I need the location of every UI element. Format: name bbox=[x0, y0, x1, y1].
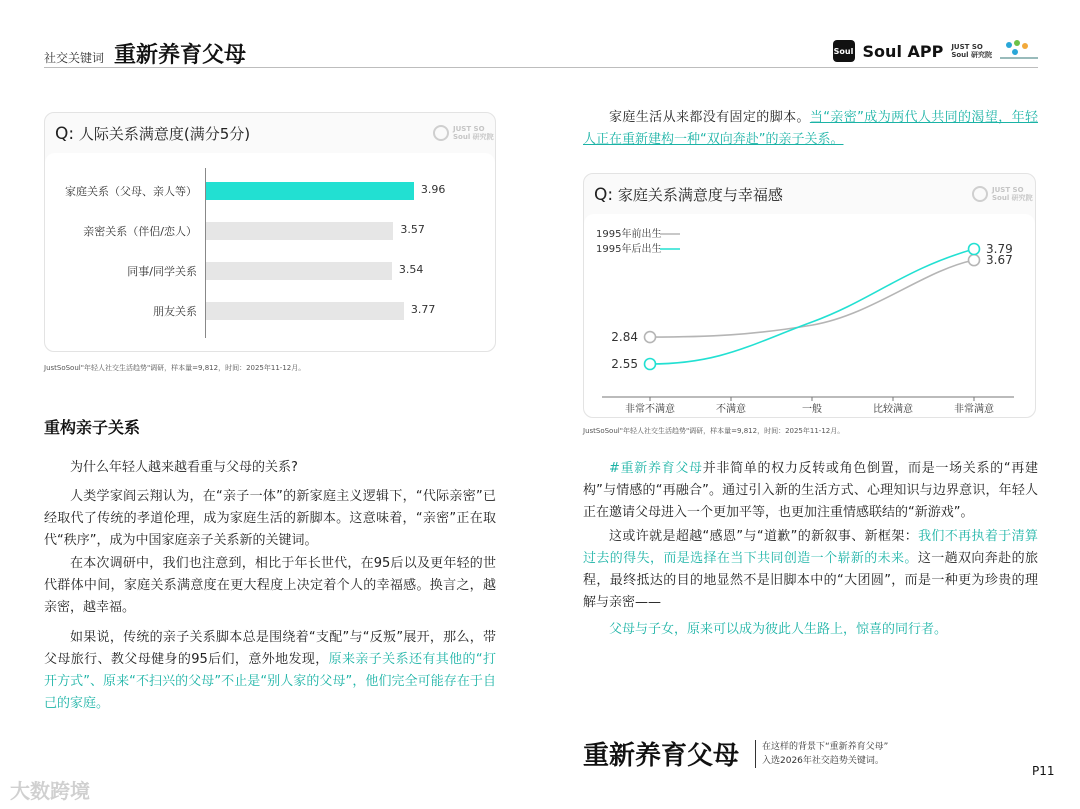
narrative-highlight: 我们不再执着于清算过去的得失，而是选择在当下共同创造一个崭新的未来。 bbox=[583, 529, 1038, 566]
chart2-question: Q: 家庭关系满意度与幸福感 bbox=[594, 185, 783, 205]
bar-category-label: 亲密关系（伴侣/恋人） bbox=[83, 225, 197, 238]
series-end-marker bbox=[969, 244, 980, 255]
family-happiness-line-chart-card bbox=[583, 173, 1036, 418]
series-start-label: 2.84 bbox=[611, 330, 638, 345]
paragraph-hashtag: #重新养育父母并非简单的权力反转或角色倒置，而是一场关系的“再建构”与情感的“再融合”。通过引入新的生活方式、心理知识与边界意识，年轻人正在邀请父母进入一个更加平等，也更加注重情感联结的“新游戏”。 bbox=[583, 461, 1038, 520]
line-chart-svg bbox=[584, 214, 1035, 417]
header-keyword-label: 社交关键词 bbox=[44, 51, 105, 65]
chart2-source-note: JustSoSoul"年轻人社交生活趋势"调研，样本量=9,812，时间：2025年11-12月。 bbox=[583, 427, 845, 435]
bar-value-label: 3.77 bbox=[410, 303, 436, 316]
series-line bbox=[650, 249, 974, 364]
footer-note: 在这样的背景下“重新养育父母” 入选2026年社交趋势关键词。 bbox=[755, 740, 888, 768]
bar bbox=[206, 182, 414, 200]
watermark-icon bbox=[433, 125, 449, 141]
paragraph-anthropology: 人类学家阎云翔认为，在“亲子一体”的新家庭主义逻辑下，“代际亲密”已经取代了传统的孝道伦理，成为家庭生活的新脚本。这意味着，“亲密”正在取代“秩序”，成为中国家庭亲子关系新的关键词。 bbox=[44, 489, 496, 548]
bar-category-label: 同事/同学关系 bbox=[127, 265, 197, 278]
watermark-icon bbox=[972, 186, 988, 202]
satisfaction-bar-chart-card bbox=[44, 112, 496, 352]
x-tick-label: 一般 bbox=[802, 404, 822, 415]
bar-category-label: 朋友关系 bbox=[153, 305, 197, 318]
series-start-marker bbox=[645, 359, 656, 370]
chart1-source-note: JustSoSoul"年轻人社交生活趋势"调研，样本量=9,812，时间：2025年11-12月。 bbox=[44, 364, 306, 372]
jss-line1: JUST SO bbox=[951, 43, 983, 51]
soul-logo-icon: Soul bbox=[833, 40, 855, 62]
jss-line2: Soul 研究院 bbox=[951, 51, 992, 59]
paragraph-new-narrative: 这或许就是超越“感恩”与“道歉”的新叙事、新框架：我们不再执着于清算过去的得失，而是选择在当下共同创造一个崭新的未来。这一趟双向奔赴的旅程，最终抵达的目的地显然不是旧脚本中的“大团圆”，而是一种更为珍贵的理解与亲密—— bbox=[583, 529, 1038, 610]
bar-value-label: 3.96 bbox=[420, 183, 446, 196]
chart1-watermark: JUST SO Soul 研究院 bbox=[433, 125, 494, 141]
chart2-watermark: JUST SO Soul 研究院 bbox=[972, 186, 1033, 202]
paragraph-script-highlight: 原来亲子关系还有其他的“打开方式”、原来“不扫兴的父母”不止是“别人家的父母”，他们完全可能存在于自己的家庭。 bbox=[44, 652, 496, 711]
bar-category-label: 家庭关系（父母、亲人等） bbox=[65, 185, 197, 198]
x-tick-label: 非常满意 bbox=[954, 404, 994, 415]
paragraph-intro: 家庭生活从来都没有固定的脚本。当“亲密”成为两代人共同的渴望，年轻人正在重新建构一种“双向奔赴”的亲子关系。 bbox=[583, 110, 1038, 147]
bar bbox=[206, 302, 404, 320]
hashtag-text: #重新养育父母 bbox=[609, 461, 703, 476]
page-header bbox=[44, 36, 1038, 68]
corner-watermark: 大数跨境 bbox=[10, 779, 90, 803]
series-end-marker bbox=[969, 255, 980, 266]
series-line bbox=[650, 260, 974, 337]
intro-highlight: 当“亲密”成为两代人共同的渴望，年轻人正在重新建构一种“双向奔赴”的亲子关系。 bbox=[583, 110, 1038, 147]
x-tick-label: 不满意 bbox=[716, 404, 746, 415]
paragraph-survey: 在本次调研中，我们也注意到，相比于年长世代，在95后以及更年轻的世代群体中间，家庭关系满意度在更大程度上决定着个人的幸福感。换言之，越亲密，越幸福。 bbox=[44, 556, 496, 615]
bar bbox=[206, 222, 393, 240]
legend-label: 1995年后出生 bbox=[596, 244, 662, 255]
legend-label: 1995年前出生 bbox=[596, 229, 662, 240]
series-start-marker bbox=[645, 332, 656, 343]
line-chart-plot bbox=[584, 214, 1035, 417]
partner-logo-icon bbox=[1000, 40, 1038, 62]
bar bbox=[206, 262, 392, 280]
series-end-label: 3.79 bbox=[986, 242, 1013, 256]
x-tick-label: 非常不满意 bbox=[625, 404, 675, 415]
footer-title: 重新养育父母 bbox=[583, 741, 740, 771]
chart1-question: Q: 人际关系满意度(满分5分) bbox=[55, 124, 251, 144]
x-tick-label: 比较满意 bbox=[873, 404, 913, 415]
bar-value-label: 3.57 bbox=[400, 223, 425, 236]
soul-app-text: Soul APP bbox=[862, 41, 944, 61]
series-start-label: 2.55 bbox=[611, 357, 638, 371]
paragraph-script: 如果说，传统的亲子关系脚本总是围绕着“支配”与“反叛”展开，那么，带父母旅行、教父母健身的95后们，意外地发现，原来亲子关系还有其他的“打开方式”、原来“不扫兴的父母”不止是“别人家的父母”，他们完全可能存在于自己的家庭。 bbox=[44, 630, 496, 711]
paragraph-question: 为什么年轻人越来越看重与父母的关系? bbox=[70, 460, 298, 475]
header-title: 重新养育父母 bbox=[114, 43, 247, 68]
bar-value-label: 3.54 bbox=[398, 263, 424, 276]
justsosoul-logo bbox=[951, 43, 992, 59]
series-end-label: 3.67 bbox=[986, 253, 1013, 268]
page-number: P11 bbox=[1032, 764, 1055, 778]
section-title: 重构亲子关系 bbox=[44, 418, 141, 437]
bar-chart-plot bbox=[45, 153, 495, 351]
brand-logos bbox=[833, 40, 1038, 62]
paragraph-closing: 父母与子女，原来可以成为彼此人生路上，惊喜的同行者。 bbox=[609, 622, 948, 637]
